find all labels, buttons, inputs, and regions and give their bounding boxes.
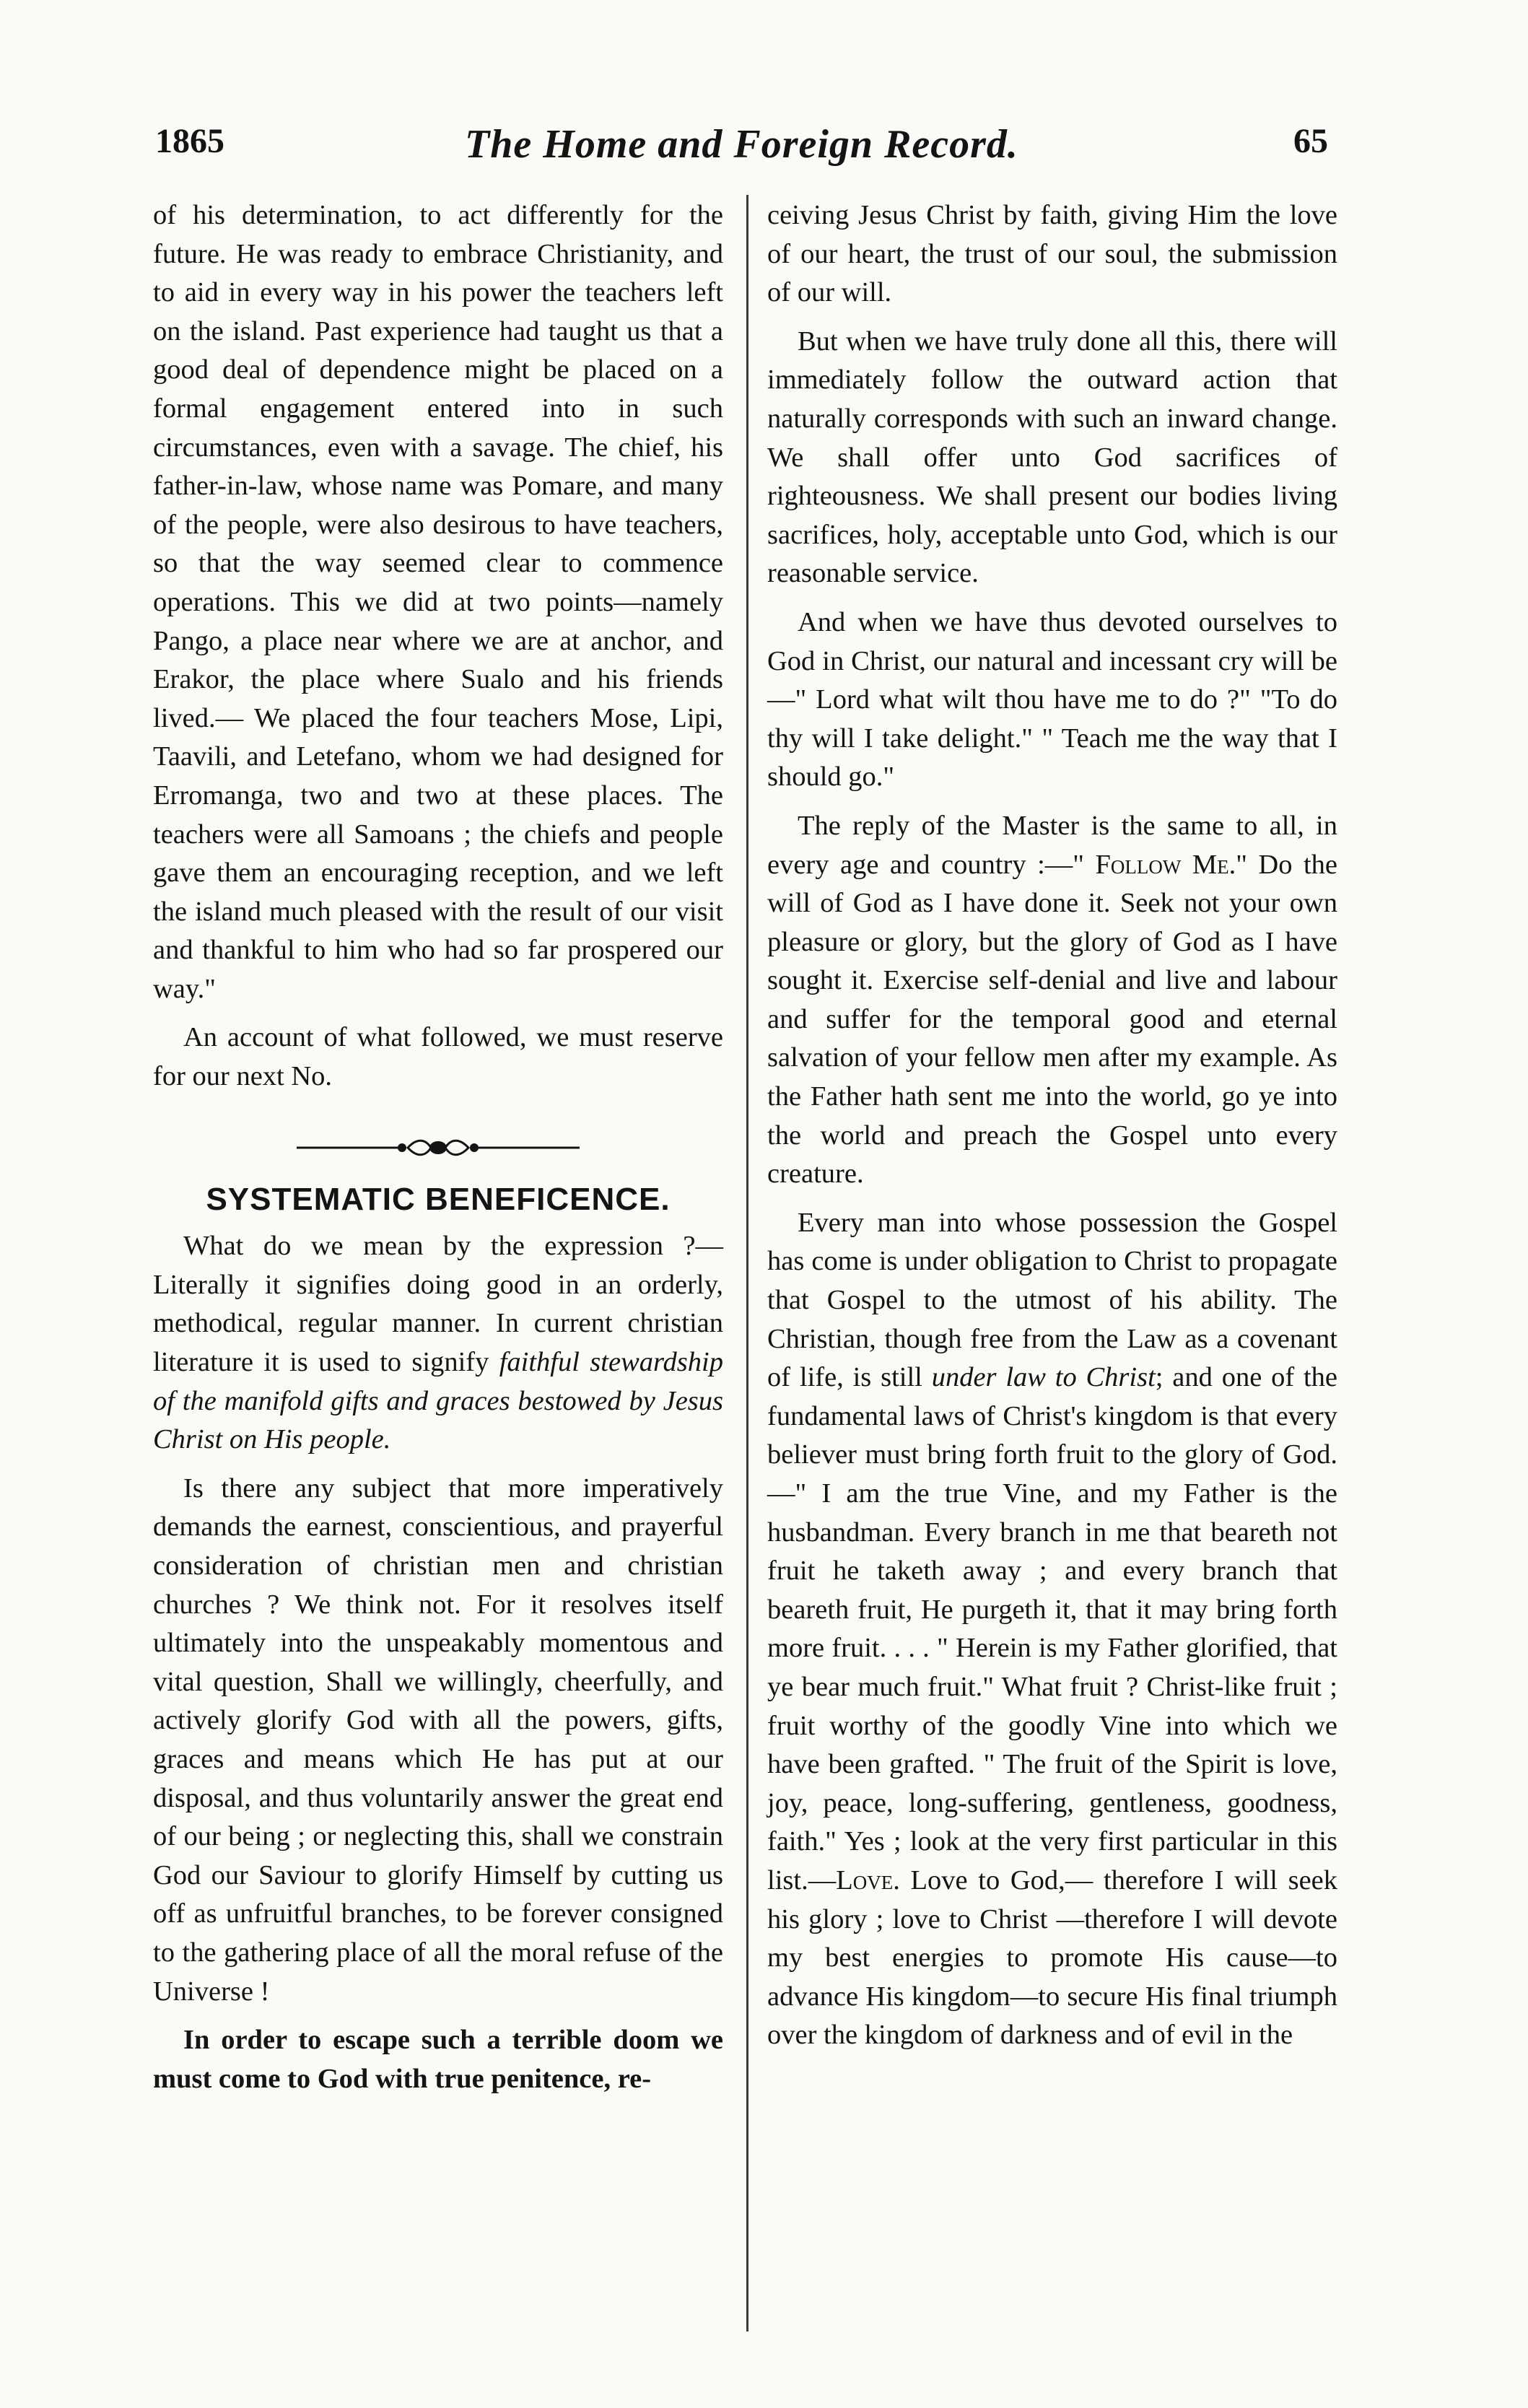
journal-title: The Home and Foreign Record.	[465, 122, 1018, 167]
paragraph: of his determination, to act differently for the future. He was ready to embrace Christianity, and to aid in every way in his power the teachers left on the island. Past experience had taught us that a good deal of dependence might be placed on a formal engagement entered into in such circumstances, even with a savage. The chief, his father-in-law, whose name was Pomare, and many of the people, were also desirous to have teachers, so that the way seemed clear to commence operations. This we did at two points—namely Pango, a place near where we are at anchor, and Erakor, the place where Sualo and his friends lived.— We placed the four teachers Mose, Lipi, Taavili, and Letefano, whom we had designed for Erromanga, two and two at these places. The teachers were all Samoans ; the chiefs and people gave them an encouraging reception, and we left the island much pleased with the result of our visit and thankful to him who had so far prospered our way."	[153, 200, 723, 1004]
paragraph-text: Love to God,— therefore I will seek his glory ; love to Christ —therefore I will devote my best energies to promote His cause—to advance His kingdom—to secure His final triumph over the kingdom of darkness and of evil in the	[767, 1864, 1337, 2051]
page-number: 65	[1293, 122, 1328, 160]
paragraph: An account of what followed, we must reserve for our next No.	[153, 1022, 723, 1092]
paragraph-text: The reply of the Master is the same to all, in every age and country :—"	[767, 810, 1337, 880]
running-header	[155, 121, 1328, 173]
paragraph-text: ; and one of the fundamental laws of Christ's kingdom is that every believer must bring forth fruit to the glory of God.—" I am the true Vine, and my Father is the husbandman. Every branch in me that beareth not fruit he taketh away ; and every branch that beareth fruit, He purgeth it, that it may bring forth more fruit. . . . " Herein is my Father glorified, that ye bear much fruit." What fruit ? Christ-like fruit ; fruit worthy of the goodly Vine into which we have been grafted. " The fruit of the Spirit is love, joy, peace, long-suffering, gentleness, goodness, faith." Yes ; look at the very first particular in this list.—	[767, 1362, 1338, 1896]
paragraph	[767, 807, 1337, 1194]
paragraph-text: Every man into whose possession the Gospel has come is under obligation to Christ to propagate that Gospel to the utmost of his ability. The Christian, though free from the Law as a covenant of life, is still	[767, 1207, 1337, 1393]
paragraph	[153, 1227, 723, 1460]
paragraph: In order to escape such a terrible doom we must come to God with true penitence, re-	[153, 2025, 723, 2094]
emphasis-text: under law to Christ	[931, 1362, 1156, 1393]
paragraph: ceiving Jesus Christ by faith, giving Him the love of our heart, the trust of our soul, the submission of our will.	[767, 200, 1337, 308]
header-year: 1865	[155, 122, 224, 160]
left-column	[153, 196, 723, 2108]
small-caps-text: Love.	[836, 1864, 900, 1896]
section-title: SYSTEMATIC BENEFICENCE.	[206, 1181, 671, 1217]
small-caps-text: Follow Me.	[1095, 849, 1236, 880]
column-divider	[746, 195, 748, 2331]
emphasis-text: faithful stewardship of the manifold gifts and graces bestowed by Jesus Christ on His people.	[153, 1347, 723, 1455]
paragraph-text: What do we mean by the expression ?— Literally it signifies doing good in an orderly, methodical, regular manner. In current christian literature it is used to signify	[153, 1231, 723, 1378]
right-column	[767, 196, 1337, 2065]
paragraph	[767, 1204, 1337, 2055]
paragraph-text: " Do the will of God as I have done it. Seek not your own pleasure or glory, but the glory of God as I have sought it. Exercise self-denial and live and labour and suffer for the temporal good and eternal salvation of your fellow men after my example. As the Father hath sent me into the world, go ye into the world and preach the Gospel unto every creature.	[767, 849, 1337, 1190]
paragraph: Is there any subject that more imperatively demands the earnest, conscientious, and prayerful consideration of christian men and christian churches ? We think not. For it resolves itself ultimately into the unspeakably momentous and vital question, Shall we willingly, cheerfully, and actively glorify God with all the powers, gifts, graces and means which He has put at our disposal, and thus voluntarily answer the great end of our being ; or neglecting this, shall we constrain God our Saviour to glorify Himself by cutting us off as unfruitful branches, to be forever consigned to the gathering place of all the moral refuse of the Universe !	[153, 1473, 723, 2007]
paragraph: And when we have thus devoted ourselves to God in Christ, our natural and incessant cry will be—" Lord what wilt thou have me to do ?" "To do thy will I take delight." " Teach me the way that I should go."	[767, 606, 1337, 793]
paragraph: But when we have truly done all this, there will immediately follow the outward action that naturally corresponds with such an inward change. We shall offer unto God sacrifices of righteousness. We shall present our bodies living sacrifices, holy, acceptable unto God, which is our reasonable service.	[767, 326, 1337, 589]
ornament-divider-icon	[153, 1137, 723, 1159]
